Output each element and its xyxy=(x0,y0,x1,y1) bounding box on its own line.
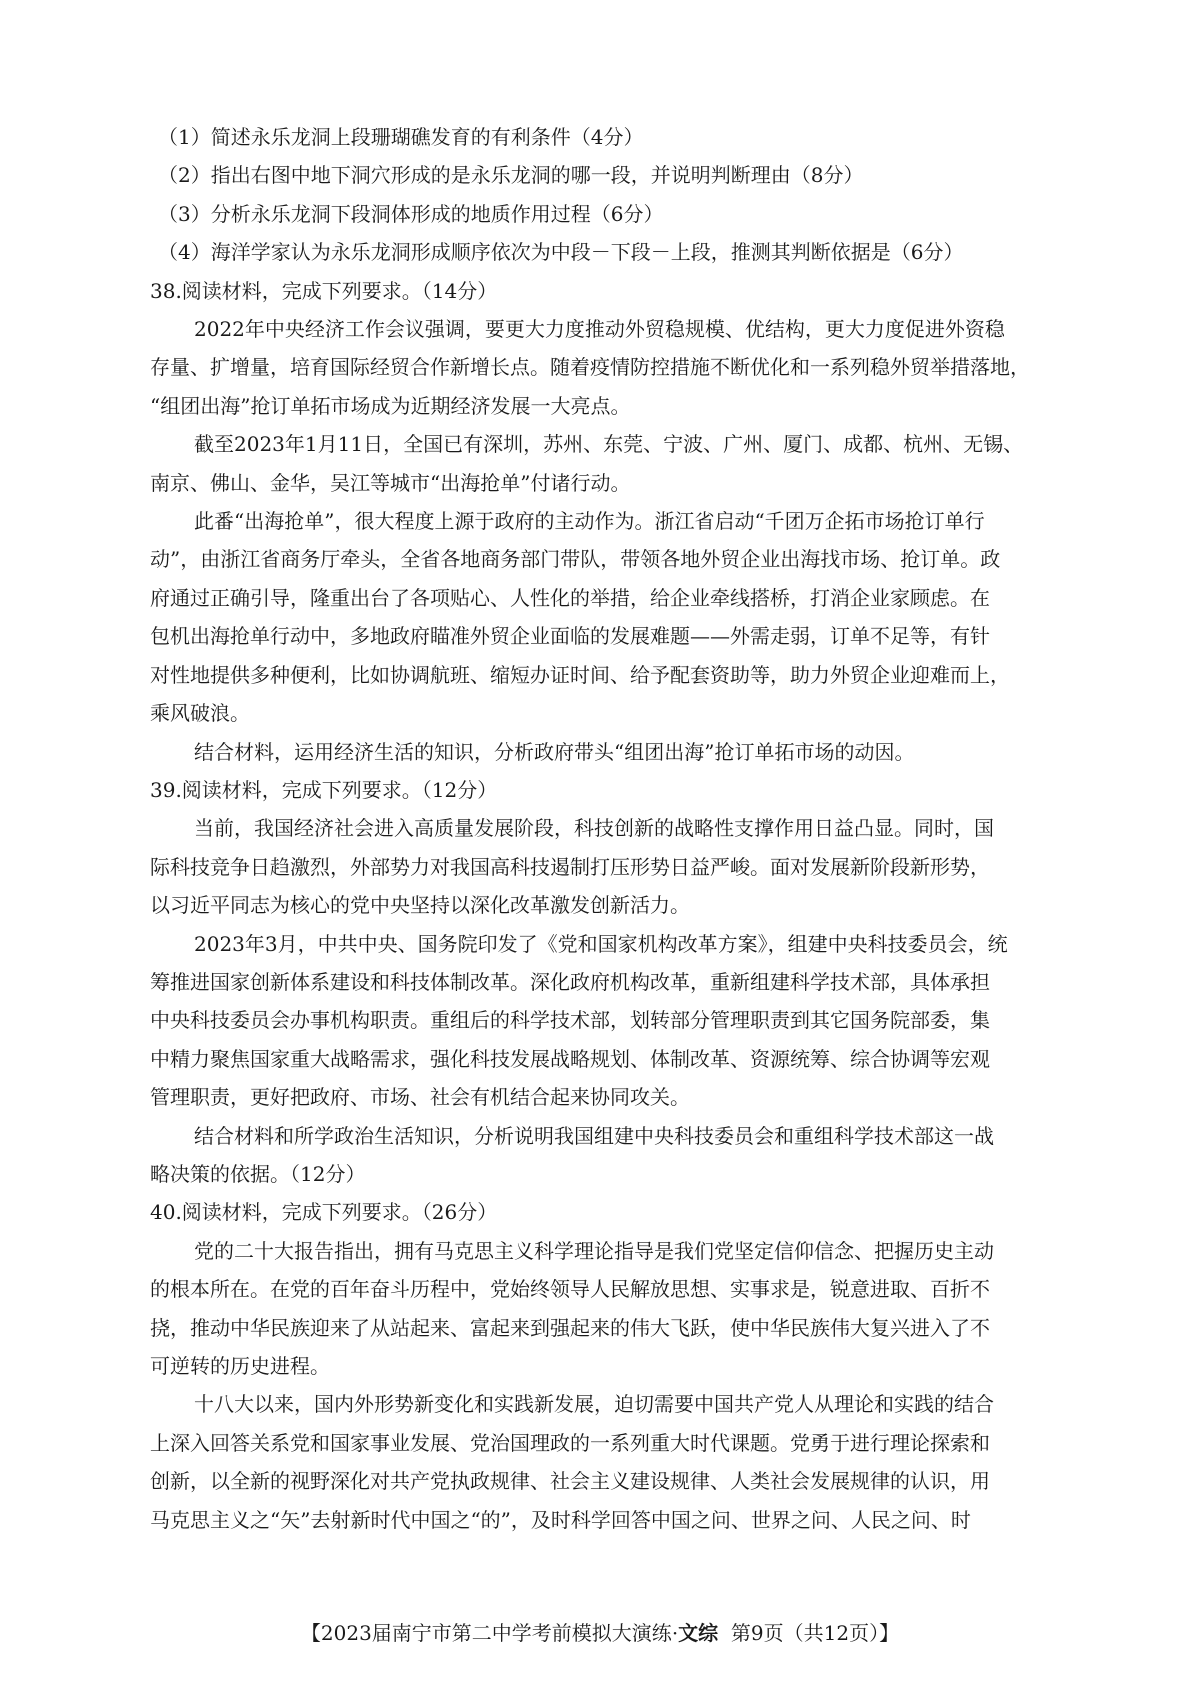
q38-p3-line: 乘风破浪。 xyxy=(150,701,250,726)
q39-task-line: 结合材料和所学政治生活知识，分析说明我国组建中央科技委员会和重组科学技术部这一战 xyxy=(194,1123,994,1148)
q38-p3-line: 此番“出海抢单”，很大程度上源于政府的主动作为。浙江省启动“千团万企拓市场抢订单行 xyxy=(194,509,985,534)
footer-exam-title: 【2023届南宁市第二中学考前模拟大演练 xyxy=(300,1621,672,1645)
question-38 xyxy=(150,272,1066,771)
subquestion-3: （3）分析永乐龙洞下段洞体形成的地质作用过程（6分） xyxy=(158,201,664,226)
q38-task: 结合材料，运用经济生活的知识，分析政府带头“组团出海”抢订单拓市场的动因。 xyxy=(194,739,915,764)
q40-p1-line: 的根本所在。在党的百年奋斗历程中，党始终领导人民解放思想、实事求是，锐意进取、百折不 xyxy=(150,1277,990,1302)
footer-separator: · xyxy=(671,1621,679,1645)
question-40 xyxy=(150,1193,1066,1539)
q40-p1-line: 挠，推动中华民族迎来了从站起来、富起来到强起来的伟大飞跃，使中华民族伟大复兴进入了不 xyxy=(150,1315,990,1340)
q39-task-line: 略决策的依据。（12分） xyxy=(150,1161,366,1186)
q38-p3-line: 动”，由浙江省商务厅牵头，全省各地商务部门带队，带领各地外贸企业出海找市场、抢订单。政 xyxy=(150,547,1001,572)
question-39 xyxy=(150,771,1066,1193)
q38-p1-line: 存量、扩增量，培育国际经贸合作新增长点。随着疫情防控措施不断优化和一系列稳外贸举措落地， xyxy=(150,355,1030,380)
q38-p3-line: 府通过正确引导，隆重出台了各项贴心、人性化的举措，给企业牵线搭桥，打消企业家顾虑。在 xyxy=(150,585,990,610)
q39-p1-line: 以习近平同志为核心的党中央坚持以深化改革激发创新活力。 xyxy=(150,893,690,918)
q39-p2-line: 中精力聚焦国家重大战略需求，强化科技发展战略规划、体制改革、资源统筹、综合协调等宏观 xyxy=(150,1046,990,1071)
subquestion-4: （4）海洋学家认为永乐龙洞形成顺序依次为中段－下段－上段，推测其判断依据是（6分） xyxy=(158,240,964,265)
q38-p2-line: 南京、佛山、金华，吴江等城市“出海抢单”付诸行动。 xyxy=(150,470,631,495)
page-content xyxy=(150,118,1066,1539)
question-39-heading: 39.阅读材料，完成下列要求。（12分） xyxy=(150,777,498,802)
q39-p1-line: 际科技竞争日趋激烈，外部势力对我国高科技遏制打压形势日益严峻。面对发展新阶段新形势， xyxy=(150,854,990,879)
q40-p1-line: 可逆转的历史进程。 xyxy=(150,1354,330,1378)
subquestion-1: （1）简述永乐龙洞上段珊瑚礁发育的有利条件（4分） xyxy=(158,125,644,149)
q40-p2-line: 十八大以来，国内外形势新变化和实践新发展，迫切需要中国共产党人从理论和实践的结合 xyxy=(194,1392,994,1417)
q39-p2-line: 筹推进国家创新体系建设和科技体制改革。深化政府机构改革，重新组建科学技术部，具体承担 xyxy=(150,969,990,994)
q39-p2-line: 管理职责，更好把政府、市场、社会有机结合起来协同攻关。 xyxy=(150,1085,690,1110)
q38-p1-line: “组团出海”抢订单拓市场成为近期经济发展一大亮点。 xyxy=(150,393,631,418)
q39-p2-line: 中央科技委员会办事机构职责。重组后的科学技术部，划转部分管理职责到其它国务院部委，集 xyxy=(150,1008,990,1033)
subquestion-2: （2）指出右图中地下洞穴形成的是永乐龙洞的哪一段，并说明判断理由（8分） xyxy=(158,163,864,188)
q38-p2-line: 截至2023年1月11日，全国已有深圳，苏州、东莞、宁波、广州、厦门、成都、杭州、无锡、 xyxy=(194,432,1024,457)
subquestion-list xyxy=(150,118,1066,272)
q40-p2-line: 马克思主义之“矢”去射新时代中国之“的”，及时科学回答中国之问、世界之问、人民之问、时 xyxy=(150,1507,971,1532)
q38-p1-line: 2022年中央经济工作会议强调，要更大力度推动外贸稳规模、优结构，更大力度促进外资稳 xyxy=(194,317,1005,342)
q38-p3-line: 对性地提供多种便利，比如协调航班、缩短办证时间、给予配套资助等，助力外贸企业迎难而上， xyxy=(150,662,1010,687)
q40-p2-line: 创新，以全新的视野深化对共产党执政规律、社会主义建设规律、人类社会发展规律的认识，用 xyxy=(150,1469,990,1494)
footer-page-info: 第9页（共12页）】 xyxy=(730,1621,900,1645)
q39-p1-line: 当前，我国经济社会进入高质量发展阶段，科技创新的战略性支撑作用日益凸显。同时，国 xyxy=(194,816,994,841)
question-40-heading: 40.阅读材料，完成下列要求。（26分） xyxy=(150,1200,498,1225)
q40-p2-line: 上深入回答关系党和国家事业发展、党治国理政的一系列重大时代课题。党勇于进行理论探索和 xyxy=(150,1430,990,1455)
q38-p3-line: 包机出海抢单行动中，多地政府瞄准外贸企业面临的发展难题——外需走弱，订单不足等，有针 xyxy=(150,624,990,649)
q40-p1-line: 党的二十大报告指出，拥有马克思主义科学理论指导是我们党坚定信仰信念、把握历史主动 xyxy=(194,1238,994,1263)
question-38-heading: 38.阅读材料，完成下列要求。（14分） xyxy=(150,278,498,303)
page-footer xyxy=(0,1617,1200,1646)
q39-p2-line: 2023年3月，中共中央、国务院印发了《党和国家机构改革方案》，组建中央科技委员会，统 xyxy=(194,931,1008,956)
footer-subject: 文综 xyxy=(678,1621,719,1645)
